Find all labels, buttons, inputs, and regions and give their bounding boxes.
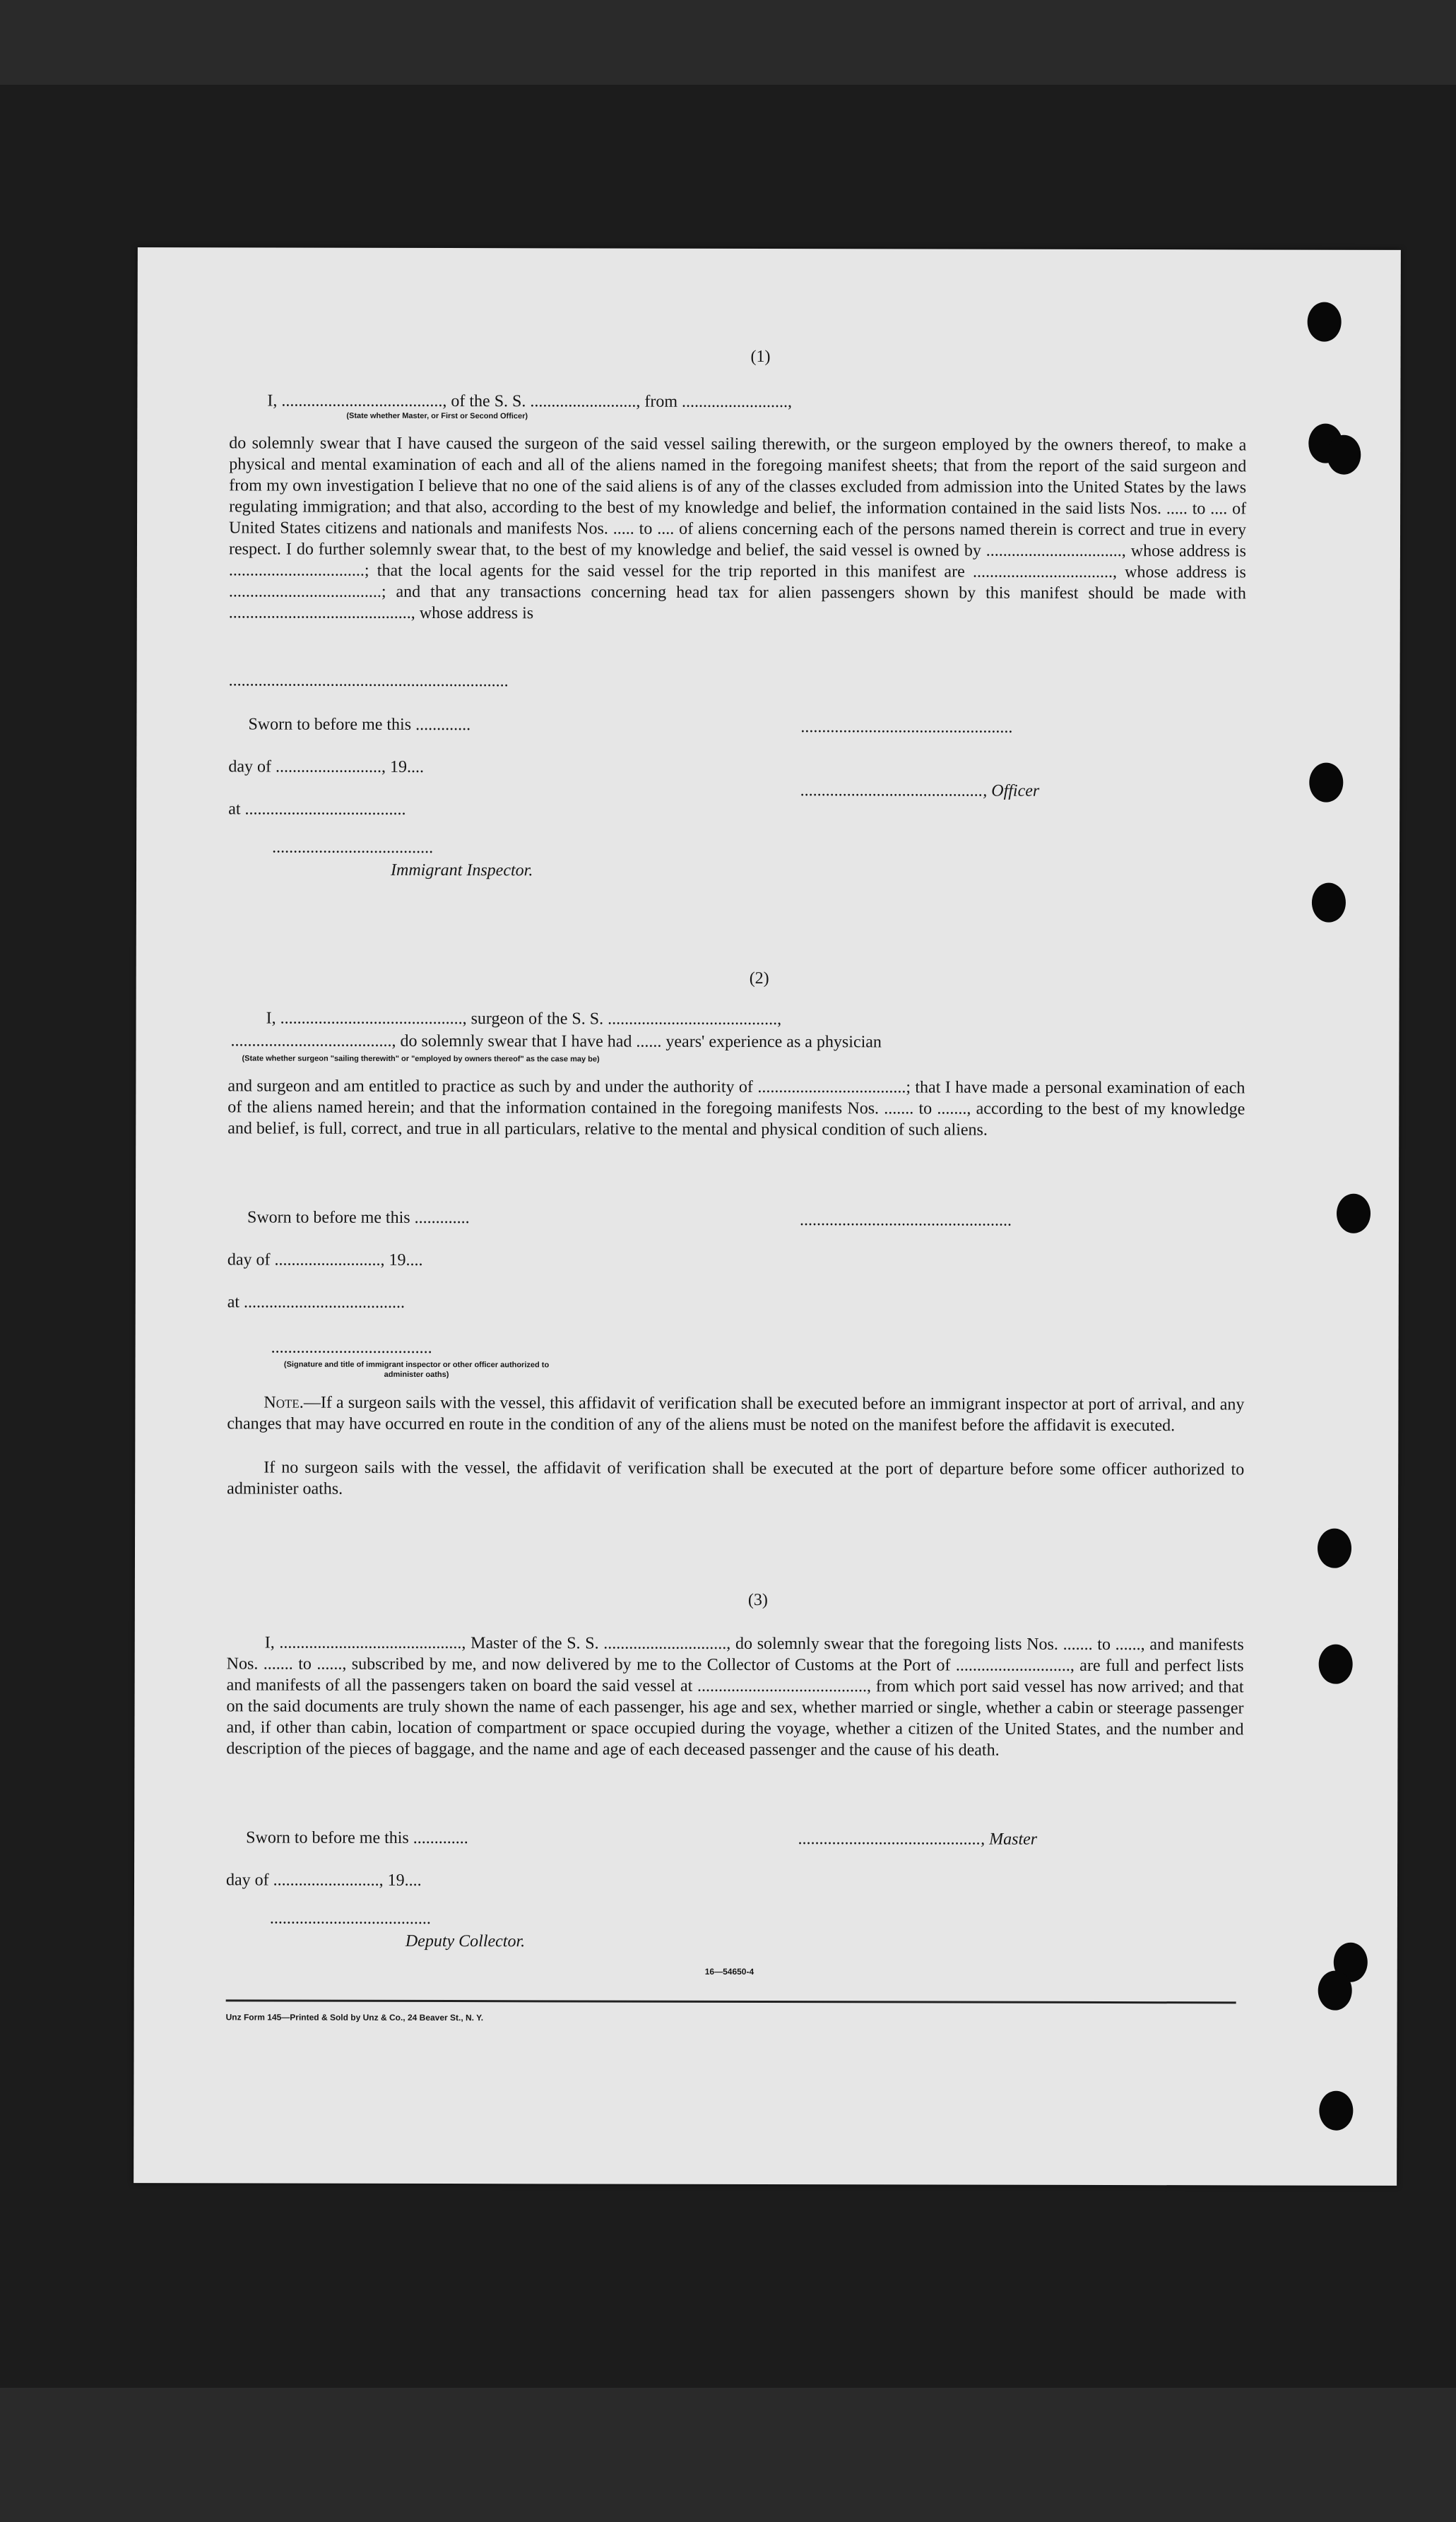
note-label: Note. <box>264 1393 304 1412</box>
officer-line: ..........................................., Officer <box>800 781 1040 800</box>
section-1-day: day of ........................., 19.... <box>228 757 425 776</box>
punch-hole <box>1308 302 1342 342</box>
section-3-body: I, ..........................................., Master of the S. S. ............................., do solemnly swear that the foregoing lists Nos. ....... to ......, and manifests Nos. ....... to ......, subscribed by me, and now delivered by me to the Collector of Customs at the Port of ..........................., are full and perfect lists and manifests of all the passengers taken on board the said vessel at ........................................, from which port said vessel has now arrived; and that on the said documents are truly shown the name of each passenger, his age and sex, whether married or single, whether a cabin or steerage passenger and, if other than cabin, location of compartment or space occupied during the voyage, whether a citizen of the United States, and the number and description of the pieces of baggage, and the name and age of each deceased passenger and the cause of his death. <box>226 1633 1244 1760</box>
deputy-collector-label: Deputy Collector. <box>405 1931 526 1951</box>
section-3-sworn: Sworn to before me this ............. <box>246 1828 468 1848</box>
section-2-day: day of ........................., 19.... <box>227 1250 423 1269</box>
section-3-day: day of ........................., 19.... <box>226 1871 422 1890</box>
printer-imprint: Unz Form 145—Printed & Sold by Unz & Co., 24 Beaver St., N. Y. <box>225 2012 484 2023</box>
punch-hole <box>1327 435 1361 475</box>
surgeon-note: (State whether surgeon "sailing therewith" or "employed by owners thereof" as the case may be) <box>242 1054 600 1064</box>
section-3-number: (3) <box>747 1590 768 1610</box>
signature-title-note: (Signature and title of immigrant inspector or other officer authorized to administer oaths) <box>283 1360 550 1380</box>
section-2-signature-dots: ...................................... <box>271 1338 432 1358</box>
section-2-line-1: I, ..........................................., surgeon of the S. S. ........................................, <box>266 1009 782 1029</box>
section-2-body: and surgeon and am entitled to practice as such by and under the authority of ...................................; that I have made a personal examination of each of the aliens named herein; and that the information contained in the foregoing manifests Nos. ....... to ......., according to the best of my knowledge and belief, is full, correct, and true in all particulars, relative to the mental and physical condition of such aliens. <box>227 1077 1245 1139</box>
note-text: —If a surgeon sails with the vessel, this affidavit of verification shall be executed before an immigrant inspector at port of arrival, and any changes that may have occurred en route in the condition of any of the aliens must be noted on the manifest before the affidavit is executed. <box>227 1393 1245 1435</box>
punch-hole <box>1337 1194 1371 1233</box>
master-line: ..........................................., Master <box>798 1830 1038 1849</box>
scanner-band-bottom <box>0 2388 1456 2522</box>
section-1-at: at ...................................... <box>228 800 406 819</box>
address-line: .................................................................. <box>228 671 509 691</box>
section-1-signature-line: .................................................. <box>800 718 1013 737</box>
punch-hole <box>1312 883 1346 923</box>
surgeon-note-paragraph <box>227 1392 1244 1436</box>
section-1-sworn: Sworn to before me this ............. <box>248 715 471 735</box>
section-2-at: at ...................................... <box>227 1293 406 1312</box>
punch-hole <box>1309 763 1343 803</box>
punch-hole <box>1319 1645 1353 1684</box>
officer-note: (State whether Master, or First or Second Officer) <box>346 411 528 421</box>
scanner-band-top <box>0 0 1456 85</box>
punch-hole <box>1319 2091 1353 2131</box>
section-2-number: (2) <box>749 969 769 988</box>
no-surgeon-paragraph: If no surgeon sails with the vessel, the affidavit of verification shall be executed at the port of departure before some officer authorized to administer oaths. <box>227 1458 1245 1498</box>
section-1-opening-line: I, ......................................, of the S. S. ........................., from ........................., <box>267 391 793 412</box>
section-1-body: do solemnly swear that I have caused the surgeon of the said vessel sailing therewith, or the surgeon employed by the owners thereof, to make a physical and mental examination of each and all of the aliens named in the foregoing manifest sheets; that from the report of the said surgeon and from my own investigation I believe that no one of the said aliens is of any of the classes excluded from admission into the United States by the laws regulating immigration; and that also, according to the best of my knowledge and belief, the information contained in the said lists Nos. ..... to .... of United States citizens and nationals and manifests Nos. ..... to .... of aliens concerning each of the persons named therein is correct and true in every respect. I do further solemnly swear that, to the best of my knowledge and belief, the said vessel is owned by ................................, whose address is ................................; that the local agents for the said vessel for the trip reported in this manifest are ................................., whose address is ....................................; and that any transactions concerning head tax for alien passengers shown by this manifest should be made with ..........................................., whose address is <box>228 434 1247 623</box>
section-2-line-2: ......................................, do solemnly swear that I have had ...... years' experience as a physician <box>230 1031 882 1052</box>
punch-hole <box>1318 1971 1352 2011</box>
form-code: 16—54650-4 <box>704 1966 754 1977</box>
section-2-signature-line: .................................................. <box>799 1211 1012 1230</box>
immigrant-inspector-label: Immigrant Inspector. <box>390 860 533 880</box>
manifest-affidavit-page <box>134 247 1401 2186</box>
section-2-sworn: Sworn to before me this ............. <box>247 1208 470 1228</box>
punch-hole <box>1318 1529 1351 1568</box>
footer-rule <box>226 1999 1236 2003</box>
section-1-number: (1) <box>750 347 771 367</box>
collector-signature-dots: ...................................... <box>269 1909 431 1929</box>
inspector-signature-dots: ...................................... <box>272 838 434 858</box>
